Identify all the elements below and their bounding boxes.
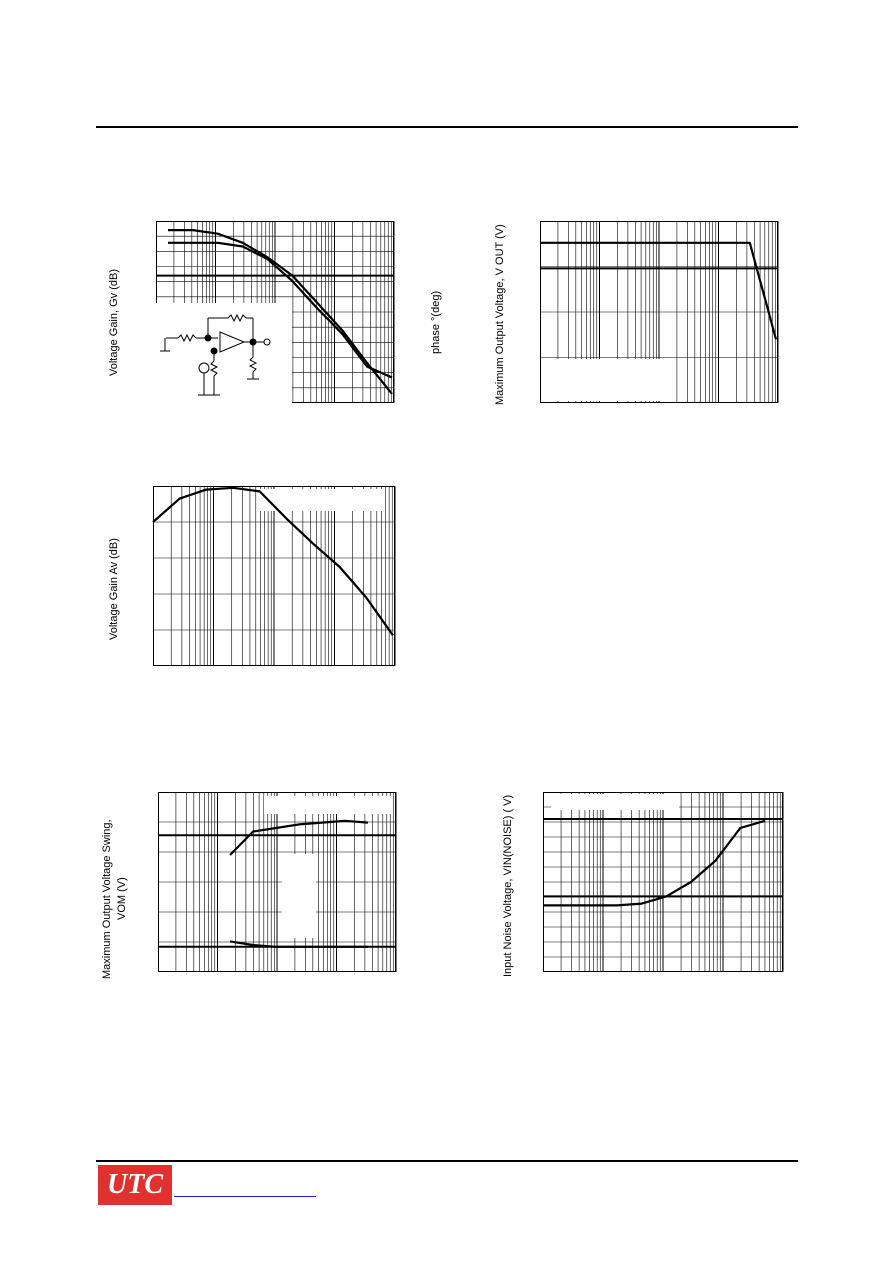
max-output-voltage-curve <box>540 243 776 339</box>
max-output-swing-label-gap-top <box>264 796 392 814</box>
header-rule <box>96 126 798 128</box>
max-output-voltage-ylabel: Maximum Output Voltage, V OUT (V) <box>494 224 506 405</box>
voltage-gain-av-chart <box>153 486 395 666</box>
max-output-swing-grid <box>158 792 396 972</box>
input-noise-grid <box>543 792 783 972</box>
input-noise-ylabel: Input Noise Voltage, VIN(NOISE) ( V) <box>502 794 514 977</box>
input-noise-label-gap <box>551 794 679 810</box>
max-output-swing-ylabel-1: Maximum Output Voltage Swing, <box>101 819 113 979</box>
max-output-swing-ylabel-2: VOM (V) <box>116 877 128 920</box>
max-output-swing-positive-curve <box>230 821 368 855</box>
max-output-voltage-label-gap <box>542 359 676 401</box>
max-output-voltage-chart <box>540 221 778 403</box>
website-link-underline[interactable] <box>174 1196 316 1197</box>
gain-phase-chart <box>156 221 394 403</box>
max-output-swing-label-gap-mid <box>282 854 316 938</box>
voltage-gain-av-grid <box>153 486 395 666</box>
gain-phase-ylabel-right: phase °(deg) <box>430 290 442 354</box>
voltage-gain-av-ylabel: Voltage Gain Av (dB) <box>108 538 120 640</box>
opamp-test-circuit <box>156 303 292 403</box>
gain-phase-ylabel: Voltage Gain, Gv (dB) <box>108 269 120 376</box>
voltage-gain-av-label-gap <box>259 489 383 511</box>
utc-logo <box>98 1163 172 1206</box>
max-output-swing-chart <box>158 792 396 972</box>
logo-text: UTC <box>98 1163 172 1207</box>
footer-rule <box>96 1160 798 1162</box>
input-noise-chart <box>543 792 783 972</box>
